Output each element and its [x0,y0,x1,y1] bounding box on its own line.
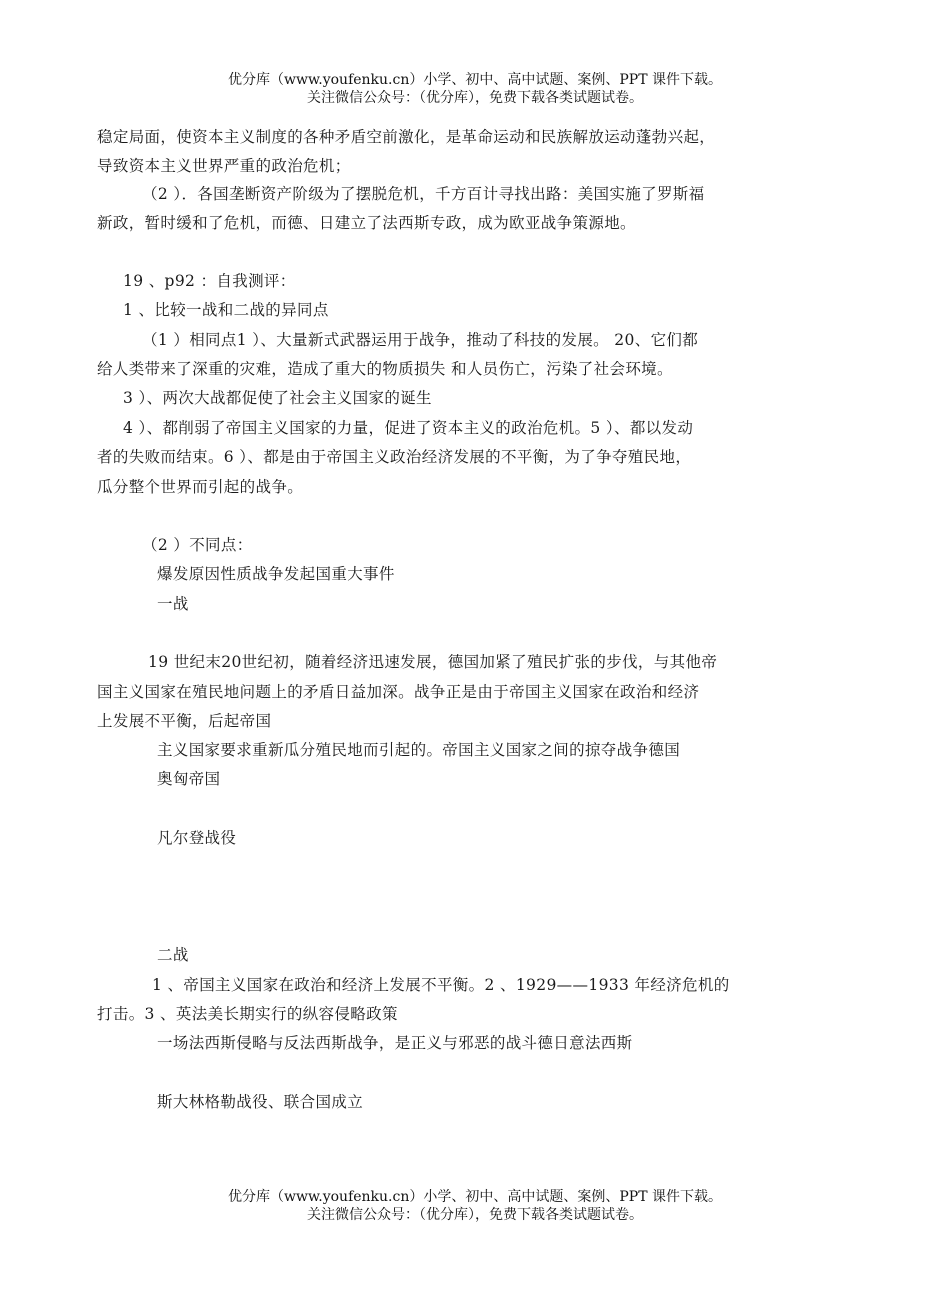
paragraph-line: 打击。3 、英法美长期实行的纵容侵略政策 [97,1005,398,1023]
paragraph-line: 导致资本主义世界严重的政治危机； [97,157,351,175]
paragraph-line: 19 世纪末20世纪初，随着经济迅速发展，德国加紧了殖民扩张的步伐，与其他帝 [148,653,718,671]
major-event-ww1: 凡尔登战役 [157,829,237,847]
page-header [0,71,950,107]
header-line-2: 关注微信公众号：（优分库），免费下载各类试题试卷。 [307,90,643,106]
question-title: 1 、比较一战和二战的异同点 [123,301,329,319]
paragraph-line: 3 ）、两次大战都促使了社会主义国家的诞生 [123,389,432,407]
paragraph-line: 1 、帝国主义国家在政治和经济上发展不平衡。2 、1929——1933 年经济危机的 [152,976,730,994]
paragraph-line: 奥匈帝国 [157,770,221,788]
page-footer [0,1188,950,1224]
footer-line-1: 优分库（www.youfenku.cn）小学、初中、高中试题、案例、PPT 课件下载。 [227,1189,722,1205]
paragraph-line: 新政，暂时缓和了危机，而德、日建立了法西斯专政，成为欧亚战争策源地。 [97,214,636,232]
paragraph-line: 4 ）、都削弱了帝国主义国家的力量，促进了资本主义的政治危机。5 ）、都以发动 [123,419,694,437]
paragraph-line: 稳定局面，使资本主义制度的各种矛盾空前激化，是革命运动和民族解放运动蓬勃兴起， [97,128,716,146]
paragraph-line: 一场法西斯侵略与反法西斯战争，是正义与邪恶的战斗德日意法西斯 [157,1034,633,1052]
paragraph-line: 给人类带来了深重的灾难，造成了重大的物质损失 和人员伤亡，污染了社会环境。 [97,360,673,378]
section-heading: （2 ）不同点： [142,536,253,554]
footer-line-2: 关注微信公众号：（优分库），免费下载各类试题试卷。 [307,1207,643,1223]
paragraph-line: 者的失败而结束。6 ）、都是由于帝国主义政治经济发展的不平衡，为了争夺殖民地， [97,448,692,466]
major-event-ww2: 斯大林格勒战役、联合国成立 [157,1093,364,1111]
header-line-1: 优分库（www.youfenku.cn）小学、初中、高中试题、案例、PPT 课件下载。 [227,72,722,88]
paragraph-line: 国主义国家在殖民地问题上的矛盾日益加深。战争正是由于帝国主义国家在政治和经济 [97,683,700,701]
paragraph-line: （2 ）．各国垄断资产阶级为了摆脱危机，千方百计寻找出路：美国实施了罗斯福 [142,185,705,203]
paragraph-line: 主义国家要求重新瓜分殖民地而引起的。帝国主义国家之间的掠夺战争德国 [157,741,681,759]
paragraph-line: 瓜分整个世界而引起的战争。 [97,478,304,496]
table-header: 爆发原因性质战争发起国重大事件 [157,565,395,583]
row-label-ww1: 一战 [157,595,189,613]
row-label-ww2: 二战 [157,946,189,964]
paragraph-line: （1 ）相同点1 ）、大量新式武器运用于战争，推动了科技的发展。 20、它们都 [142,331,699,349]
paragraph-line: 上发展不平衡，后起帝国 [97,712,272,730]
question-heading: 19 、p92 ：自我测评： [123,272,296,290]
